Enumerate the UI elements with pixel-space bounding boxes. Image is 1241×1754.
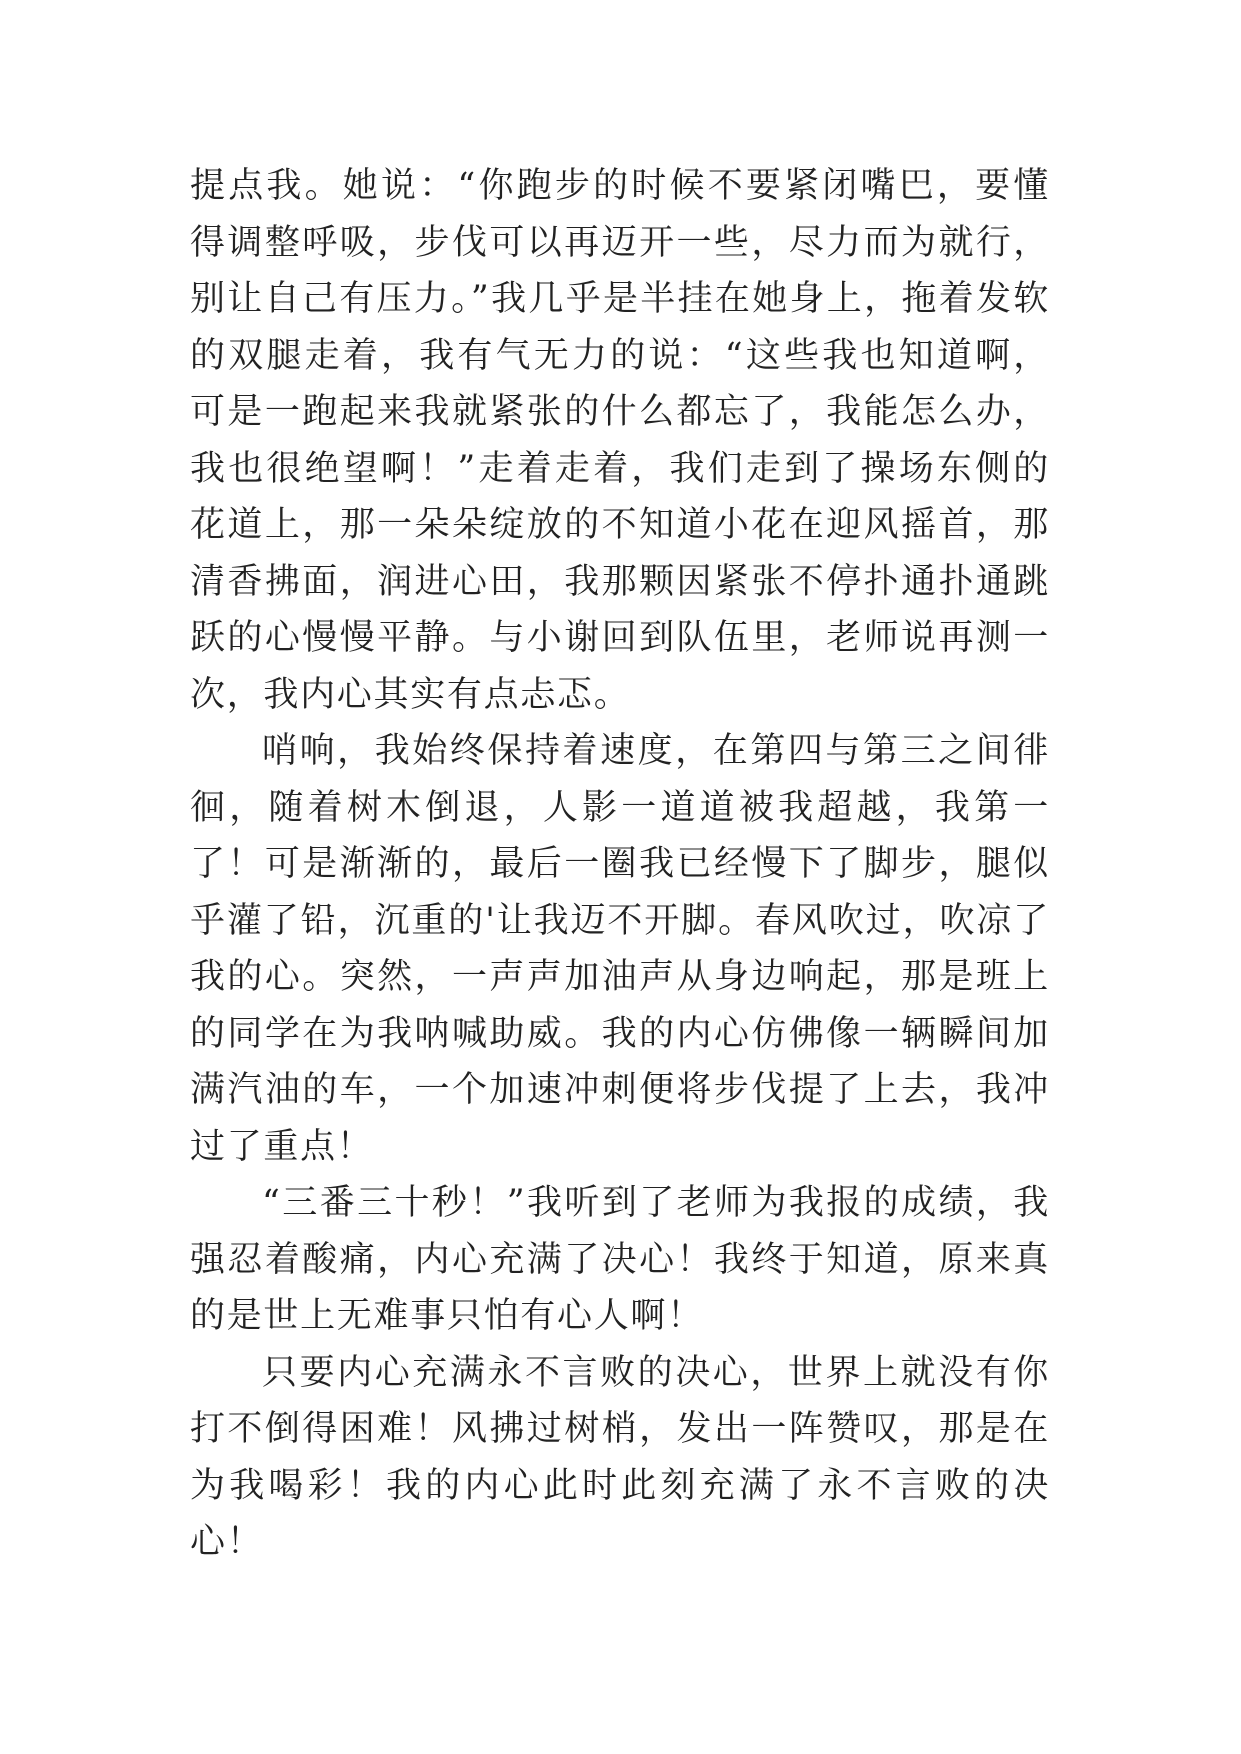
paragraph-3: “三番三十秒！”我听到了老师为我报的成绩，我强忍着酸痛，内心充满了决心！我终于知道，原来真的是世上无难事只怕有心人啊！	[190, 1183, 1050, 1336]
paragraph-1: 提点我。她说：“你跑步的时候不要紧闭嘴巴，要懂得调整呼吸，步伐可以再迈开一些，尽力而为就行，别让自己有压力。”我几乎是半挂在她身上，拖着发软的双腿走着，我有气无力的说：“这些我也知道啊，可是一跑起来我就紧张的什么都忘了，我能怎么办，我也很绝望啊！”走着走着，我们走到了操场东侧的花道上，那一朵朵绽放的不知道小花在迎风摇首，那清香拂面，润进心田，我那颗因紧张不停扑通扑通跳跃的心慢慢平静。与小谢回到队伍里，老师说再测一次，我内心其实有点忐忑。	[190, 166, 1050, 715]
paragraph-4: 只要内心充满永不言败的决心，世界上就没有你打不倒得困难！风拂过树梢，发出一阵赞叹，那是在为我喝彩！我的内心此时此刻充满了永不言败的决心！	[190, 1352, 1050, 1562]
paragraph-2: 哨响，我始终保持着速度，在第四与第三之间徘徊，随着树木倒退，人影一道道被我超越，我第一了！可是渐渐的，最后一圈我已经慢下了脚步，腿似乎灌了铅，沉重的'让我迈不开脚。春风吹过，吹凉了我的心。突然，一声声加油声从身边响起，那是班上的同学在为我呐喊助威。我的内心仿佛像一辆瞬间加满汽油的车，一个加速冲刺便将步伐提了上去，我冲过了重点！	[190, 731, 1050, 1167]
document-body	[190, 158, 1050, 1571]
